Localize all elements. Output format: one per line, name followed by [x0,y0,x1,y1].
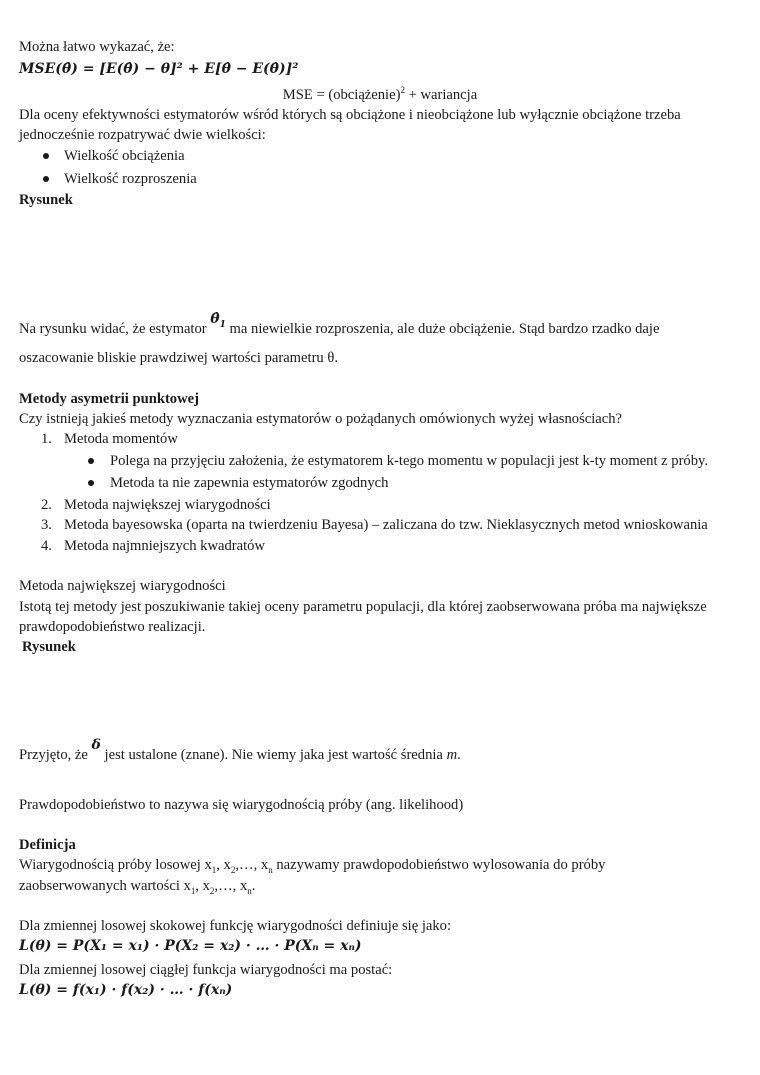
paragraph-efficiency-2: jednocześnie rozpatrywać dwie wielkości: [19,127,266,143]
mnw-line-1: Istotą tej metody jest poszukiwanie takiej oceny parametru populacji, dla której zaobserwowana próba ma największe [19,599,707,615]
bullet-icon [43,153,49,159]
mse-formula: MSE(θ̂) = [E(θ̂) − θ]² + E[θ̂ − E(θ̂)]² [19,61,299,77]
paragraph-figure-1: Na rysunku widać, że estymator $\thetâ_1$ ma niewielkie rozproszenia, ale duże obciążenie. Stąd bardzo rzadko daje [19,311,660,337]
mnw-title: Metoda największej wiarygodności [19,578,226,594]
list-number: 3. [41,517,52,533]
intro-text: Można łatwo wykazać, że: [19,39,175,55]
list-item: Metoda momentów [64,431,178,447]
delta-symbol: δ [91,737,101,753]
mse-decomposition: MSE = (obciążenie)$^2$ + wariancja [282,85,478,103]
list-number: 2. [41,497,52,513]
definition-line-2: zaobserwowanych wartości $x_1$, $x_2,\dots$, $x_n$. [19,878,256,896]
list-item: Metoda największej wiarygodności [64,497,271,513]
definition-heading: Definicja [19,837,76,853]
paragraph-figure-2: oszacowanie bliskie prawdziwej wartości parametru θ. [19,350,339,366]
figure-label: Rysunek [22,639,76,655]
mnw-line-2: prawdopodobieństwo realizacji. [19,619,206,635]
bullet-icon [88,458,94,464]
sublist-item: Metoda ta nie zapewnia estymatorów zgodnych [110,475,389,491]
bullet-icon [43,176,49,182]
list-item: Wielkość rozproszenia [64,171,197,187]
paragraph-question: Czy istnieją jakieś metody wyznaczania estymatorów o pożądanych omówionych wyżej własnościach? [19,411,623,427]
list-item: Wielkość obciążenia [64,148,185,164]
list-number: 1. [41,431,52,447]
definition-line-1: Wiarygodnością próby losowej $x_1$, $x_2,\dots$, $x_n$ nazywamy prawdopodobieństwo wylosowania do próby [19,857,606,875]
formula-continuous: L(θ) = f(x₁) · f(x₂) · … · f(xₙ) [19,982,233,998]
paragraph-delta: Przyjęto, że δ jest ustalone (znane). Nie wiemy jaka jest wartość średnia m. [19,737,461,763]
list-item: Metoda najmniejszych kwadratów [64,538,266,554]
formula-discrete: L(θ) = P(X₁ = x₁) · P(X₂ = x₂) · … · P(Xₙ = xₙ) [19,938,362,954]
theta-hat-symbol: $\thetâ_1$ [210,311,226,330]
paragraph-likelihood: Prawdopodobieństwo to nazywa się wiarygodnością próby (ang. likelihood) [19,797,464,813]
bullet-icon [88,480,94,486]
sublist-item: Polega na przyjęciu założenia, że estymatorem k-tego momentu w populacji jest k-ty moment z próby. [110,453,709,469]
paragraph-continuous: Dla zmiennej losowej ciągłej funkcja wiarygodności ma postać: [19,962,393,978]
figure-label: Rysunek [19,192,73,208]
list-item: Metoda bayesowska (oparta na twierdzeniu Bayesa) – zaliczana do tzw. Nieklasycznych metod wnioskowania [64,517,708,533]
paragraph-efficiency-1: Dla oceny efektywności estymatorów wśród których są obciążone i nieobciążone lub wyłącznie obciążone trzeba [19,107,681,123]
paragraph-discrete: Dla zmiennej losowej skokowej funkcję wiarygodności definiuje się jako: [19,918,452,934]
list-number: 4. [41,538,52,554]
section-heading: Metody asymetrii punktowej [19,391,199,407]
